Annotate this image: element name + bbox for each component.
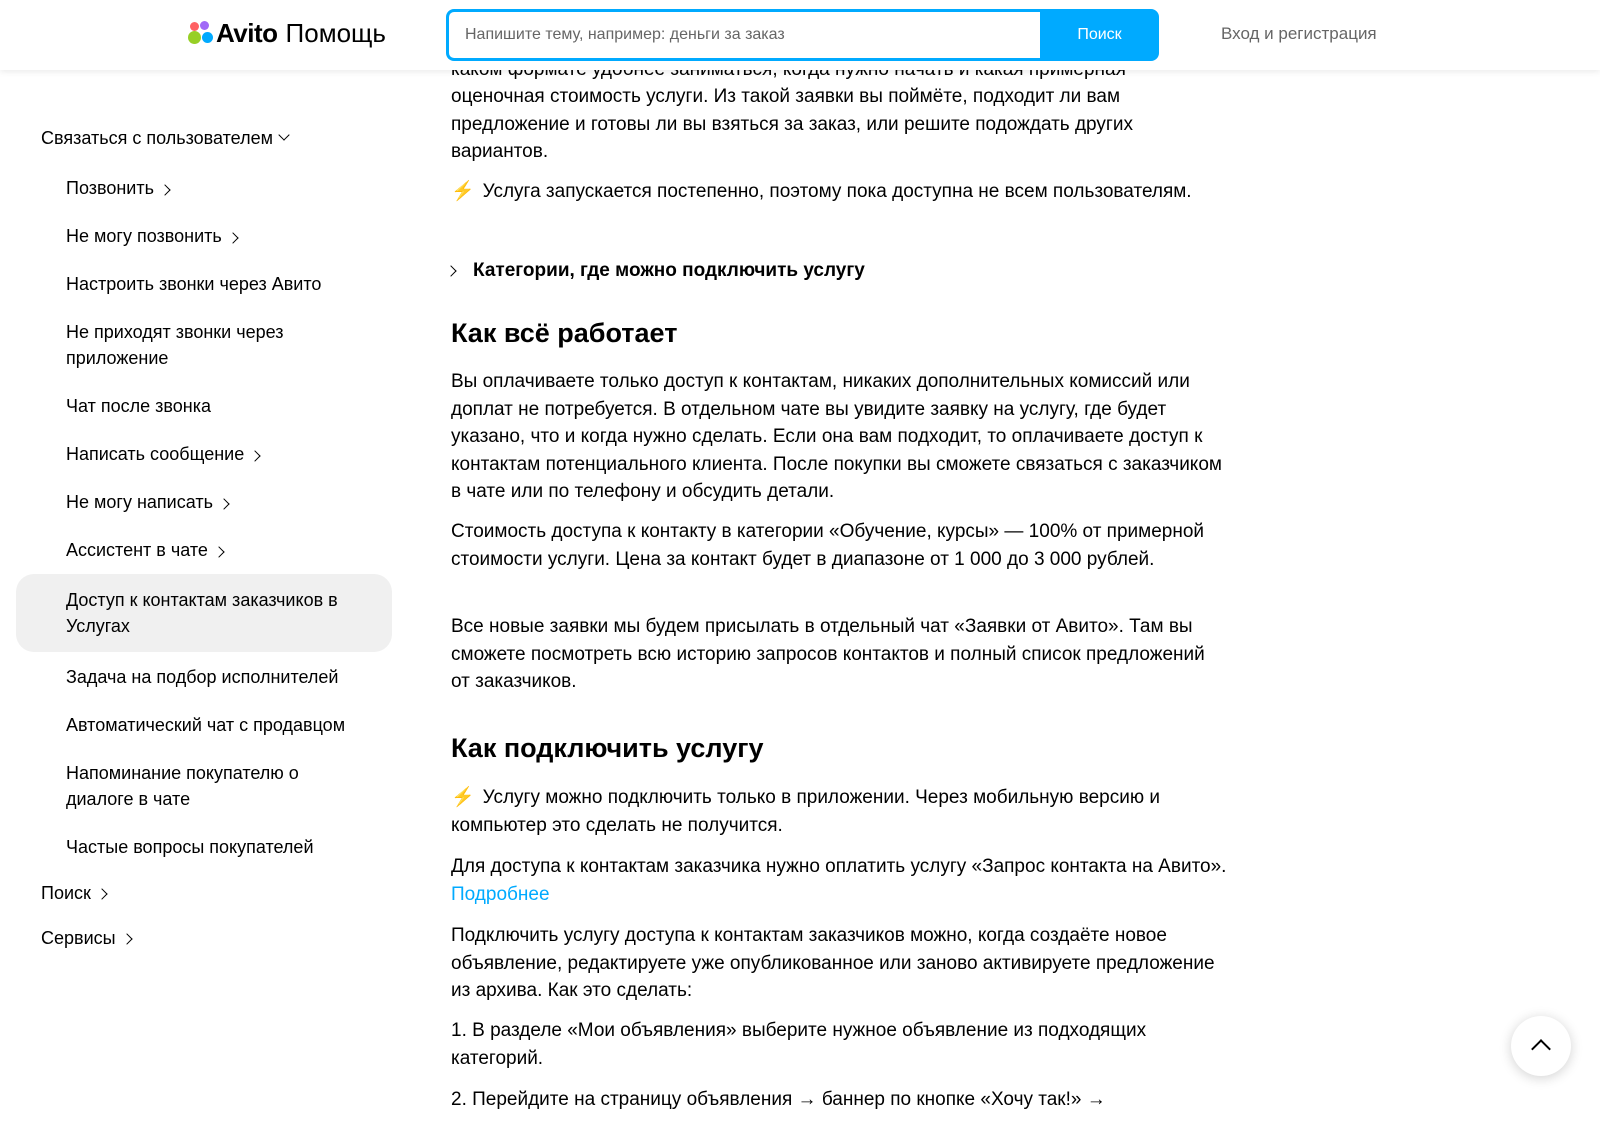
sidebar-item-contractor-task[interactable]	[16, 652, 392, 701]
chevron-right-icon	[250, 450, 261, 461]
search-button[interactable]: Поиск	[1040, 9, 1159, 61]
sidebar-item-label: Автоматический чат с продавцом	[66, 715, 346, 735]
sidebar-item-auto-chat[interactable]	[16, 701, 392, 749]
sidebar-item-label: Не могу позвонить	[66, 226, 222, 246]
accordion-label: Категории, где можно подключить услугу	[473, 260, 865, 281]
login-link[interactable]: Вход и регистрация	[1221, 24, 1377, 43]
sidebar-item-buyer-reminder[interactable]	[16, 749, 392, 823]
sidebar-item-label: Настроить звонки через Авито	[66, 274, 322, 294]
note-app-only	[451, 784, 1227, 839]
paragraph-how-1: Вы оплачиваете только доступ к контактам, никаких дополнительных комиссий или доплат не потребуется. В отдельном чате вы увидите заявку на услугу, где будет указано, что и когда нужно сделать. Если она вам подходит, то оплачиваете доступ к контактам потенциального клиента. После покупки вы сможете связаться с заказчиком в чате или по телефону и обсудить детали.	[451, 371, 1222, 502]
sidebar-item-label: Доступ к контактам заказчиков в Услугах	[66, 590, 338, 636]
header	[0, 0, 1600, 70]
sidebar-section-contact-user[interactable]	[16, 118, 392, 158]
more-link[interactable]: Подробнее	[451, 883, 550, 905]
note-text: Услуга запускается постепенно, поэтому пока доступна не всем пользователям.	[482, 181, 1192, 202]
sidebar-section-label: Сервисы	[41, 928, 116, 948]
sidebar-item-cant-write[interactable]	[16, 478, 392, 526]
lightning-icon: ⚡	[451, 181, 475, 202]
avito-logo[interactable]	[188, 16, 386, 50]
sidebar-section-services[interactable]	[16, 916, 392, 961]
sidebar-item-write-message[interactable]	[16, 430, 392, 478]
sidebar-item-label: Написать сообщение	[66, 444, 245, 464]
chevron-right-icon	[213, 546, 224, 557]
paragraph-connect: Подключить услугу доступа к контактам заказчиков можно, когда создаёте новое объявление, редактируете уже опубликованное или заново активируете предложение из архива. Как это сделать:	[451, 925, 1215, 1001]
sidebar-item-calls-not-coming[interactable]	[16, 308, 392, 382]
search-bar	[446, 9, 1159, 61]
sidebar-item-buyer-faq[interactable]	[16, 823, 392, 871]
scroll-to-top-button[interactable]	[1511, 1016, 1571, 1076]
sidebar-item-call[interactable]	[16, 164, 392, 212]
logo-section: Помощь	[285, 17, 386, 48]
sidebar-item-chat-assistant[interactable]	[16, 526, 392, 574]
paragraph-intro: оценочная стоимость услуги. Из такой заявки вы поймёте, подходит ли вам предложение и готовы ли вы взяться за заказ, или решите подождать других вариантов.	[451, 86, 1133, 162]
step-1: 1. В разделе «Мои объявления» выберите нужное объявление из подходящих категорий.	[451, 1020, 1147, 1069]
note-text: Услугу можно подключить только в приложении. Через мобильную версию и компьютер это сделать не получится.	[451, 787, 1160, 836]
chevron-right-icon	[96, 888, 107, 899]
sidebar-section-label: Поиск	[41, 883, 91, 903]
sidebar-item-label: Не могу написать	[66, 492, 213, 512]
sidebar-item-customer-contacts-access[interactable]	[16, 574, 392, 652]
paragraph-how-2: Стоимость доступа к контакту в категории «Обучение, курсы» — 100% от примерной стоимости услуги. Цена за контакт будет в диапазоне от 1 000 до 3 000 рублей.	[451, 521, 1205, 570]
chevron-right-icon	[445, 265, 456, 276]
sidebar-item-setup-calls[interactable]	[16, 260, 392, 308]
lightning-icon: ⚡	[451, 787, 475, 808]
sidebar-item-chat-after-call[interactable]	[16, 382, 392, 430]
sidebar-item-label: Позвонить	[66, 178, 154, 198]
chevron-right-icon	[121, 933, 132, 944]
note-rollout	[451, 178, 1192, 206]
sidebar-section-search[interactable]	[16, 871, 392, 916]
accordion-categories[interactable]	[451, 257, 865, 285]
sidebar	[16, 118, 392, 961]
chevron-right-icon	[227, 232, 238, 243]
heading-how-to-connect: Как подключить услугу	[451, 733, 764, 763]
chevron-right-icon	[159, 184, 170, 195]
sidebar-item-label: Частые вопросы покупателей	[66, 837, 314, 857]
sidebar-item-label: Чат после звонка	[66, 396, 211, 416]
sidebar-item-label: Задача на подбор исполнителей	[66, 667, 339, 687]
paragraph-how-3: Все новые заявки мы будем присылать в отдельный чат «Заявки от Авито». Там вы сможете посмотреть всю историю запросов контактов и полный список предложений от заказчиков.	[451, 616, 1205, 692]
chevron-right-icon	[218, 498, 229, 509]
sidebar-item-label: Не приходят звонки через приложение	[66, 322, 284, 368]
sidebar-item-label: Ассистент в чате	[66, 540, 208, 560]
paragraph-payment	[451, 853, 1227, 908]
sidebar-item-label: Напоминание покупателю о диалоге в чате	[66, 763, 299, 809]
step-2: 2. Перейдите на страницу объявления → баннер по кнопке «Хочу так!» →	[451, 1089, 1106, 1110]
search-input[interactable]	[446, 9, 1040, 61]
chevron-up-icon	[1531, 1039, 1551, 1059]
sidebar-section-label: Связаться с пользователем	[41, 127, 273, 148]
payment-text: Для доступа к контактам заказчика нужно оплатить услугу «Запрос контакта на Авито».	[451, 856, 1227, 877]
chevron-down-icon	[278, 129, 289, 140]
logo-brand: Avito	[216, 17, 278, 48]
heading-how-it-works: Как всё работает	[451, 318, 678, 348]
avito-logo-icon	[188, 20, 214, 46]
sidebar-item-cant-call[interactable]	[16, 212, 392, 260]
